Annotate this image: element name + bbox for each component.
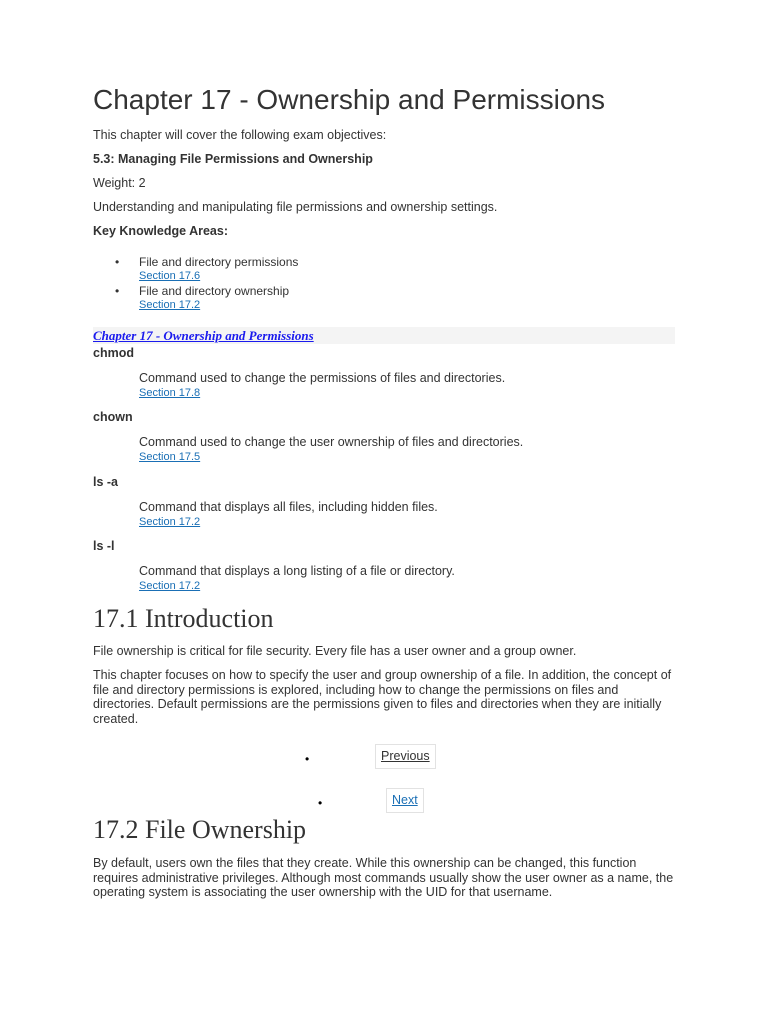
section-heading-introduction: 17.1 Introduction	[93, 604, 274, 633]
previous-button[interactable]: Previous	[375, 744, 436, 769]
section-link[interactable]: Section 17.2	[139, 516, 201, 528]
section-link[interactable]: Section 17.2	[139, 580, 201, 592]
glossary-chapter-link[interactable]: Chapter 17 - Ownership and Permissions	[93, 328, 314, 343]
intro-paragraph-1: File ownership is critical for file security. Every file has a user owner and a group owner.	[93, 644, 577, 658]
list-item	[93, 284, 298, 312]
intro-paragraph-2: This chapter focuses on how to specify the user and group ownership of a file. In addition, the concept of file and directory permissions is explored, including how to change the permissions on files and directories. Default permissions are the permissions given to files and directories when they are initially created.	[93, 668, 672, 726]
bullet-icon: •	[115, 284, 120, 298]
glossary-term: chmod	[93, 346, 134, 360]
objective-description: Understanding and manipulating file permissions and ownership settings.	[93, 200, 498, 214]
bullet-icon: •	[305, 752, 310, 766]
next-button[interactable]: Next	[386, 788, 424, 813]
objective-weight: Weight: 2	[93, 176, 146, 190]
glossary-definition	[139, 500, 438, 529]
definition-text: Command that displays all files, including hidden files.	[139, 500, 438, 514]
bullet-icon: •	[115, 255, 120, 269]
section-heading-file-ownership: 17.2 File Ownership	[93, 815, 307, 844]
chapter-title: Chapter 17 - Ownership and Permissions	[93, 84, 606, 115]
key-knowledge-list	[93, 255, 298, 313]
kka-text: File and directory ownership	[139, 284, 290, 298]
glossary-definition	[139, 371, 505, 400]
section-link[interactable]: Section 17.8	[139, 387, 201, 399]
glossary-definition	[139, 435, 523, 464]
chapter-intro: This chapter will cover the following exam objectives:	[93, 128, 387, 142]
key-knowledge-label: Key Knowledge Areas:	[93, 224, 228, 238]
definition-text: Command used to change the user ownership of files and directories.	[139, 435, 524, 449]
definition-text: Command that displays a long listing of a file or directory.	[139, 564, 455, 578]
definition-text: Command used to change the permissions of files and directories.	[139, 371, 506, 385]
glossary-definition	[139, 564, 455, 593]
section-link[interactable]: Section 17.2	[139, 299, 201, 311]
exam-objective: 5.3: Managing File Permissions and Ownership	[93, 152, 373, 166]
kka-text: File and directory permissions	[139, 255, 299, 269]
glossary-term: chown	[93, 410, 133, 424]
bullet-icon: •	[318, 796, 323, 810]
list-item	[93, 255, 298, 283]
glossary-term: ls -a	[93, 475, 119, 489]
ownership-paragraph-1: By default, users own the files that they create. While this ownership can be changed, this function requires administrative privileges. Although most commands usually show the user owner as a name, the operating system is associating the user ownership with the UID for that username.	[93, 856, 674, 899]
section-link[interactable]: Section 17.6	[139, 270, 201, 282]
section-link[interactable]: Section 17.5	[139, 451, 201, 463]
glossary-term: ls -l	[93, 539, 115, 553]
